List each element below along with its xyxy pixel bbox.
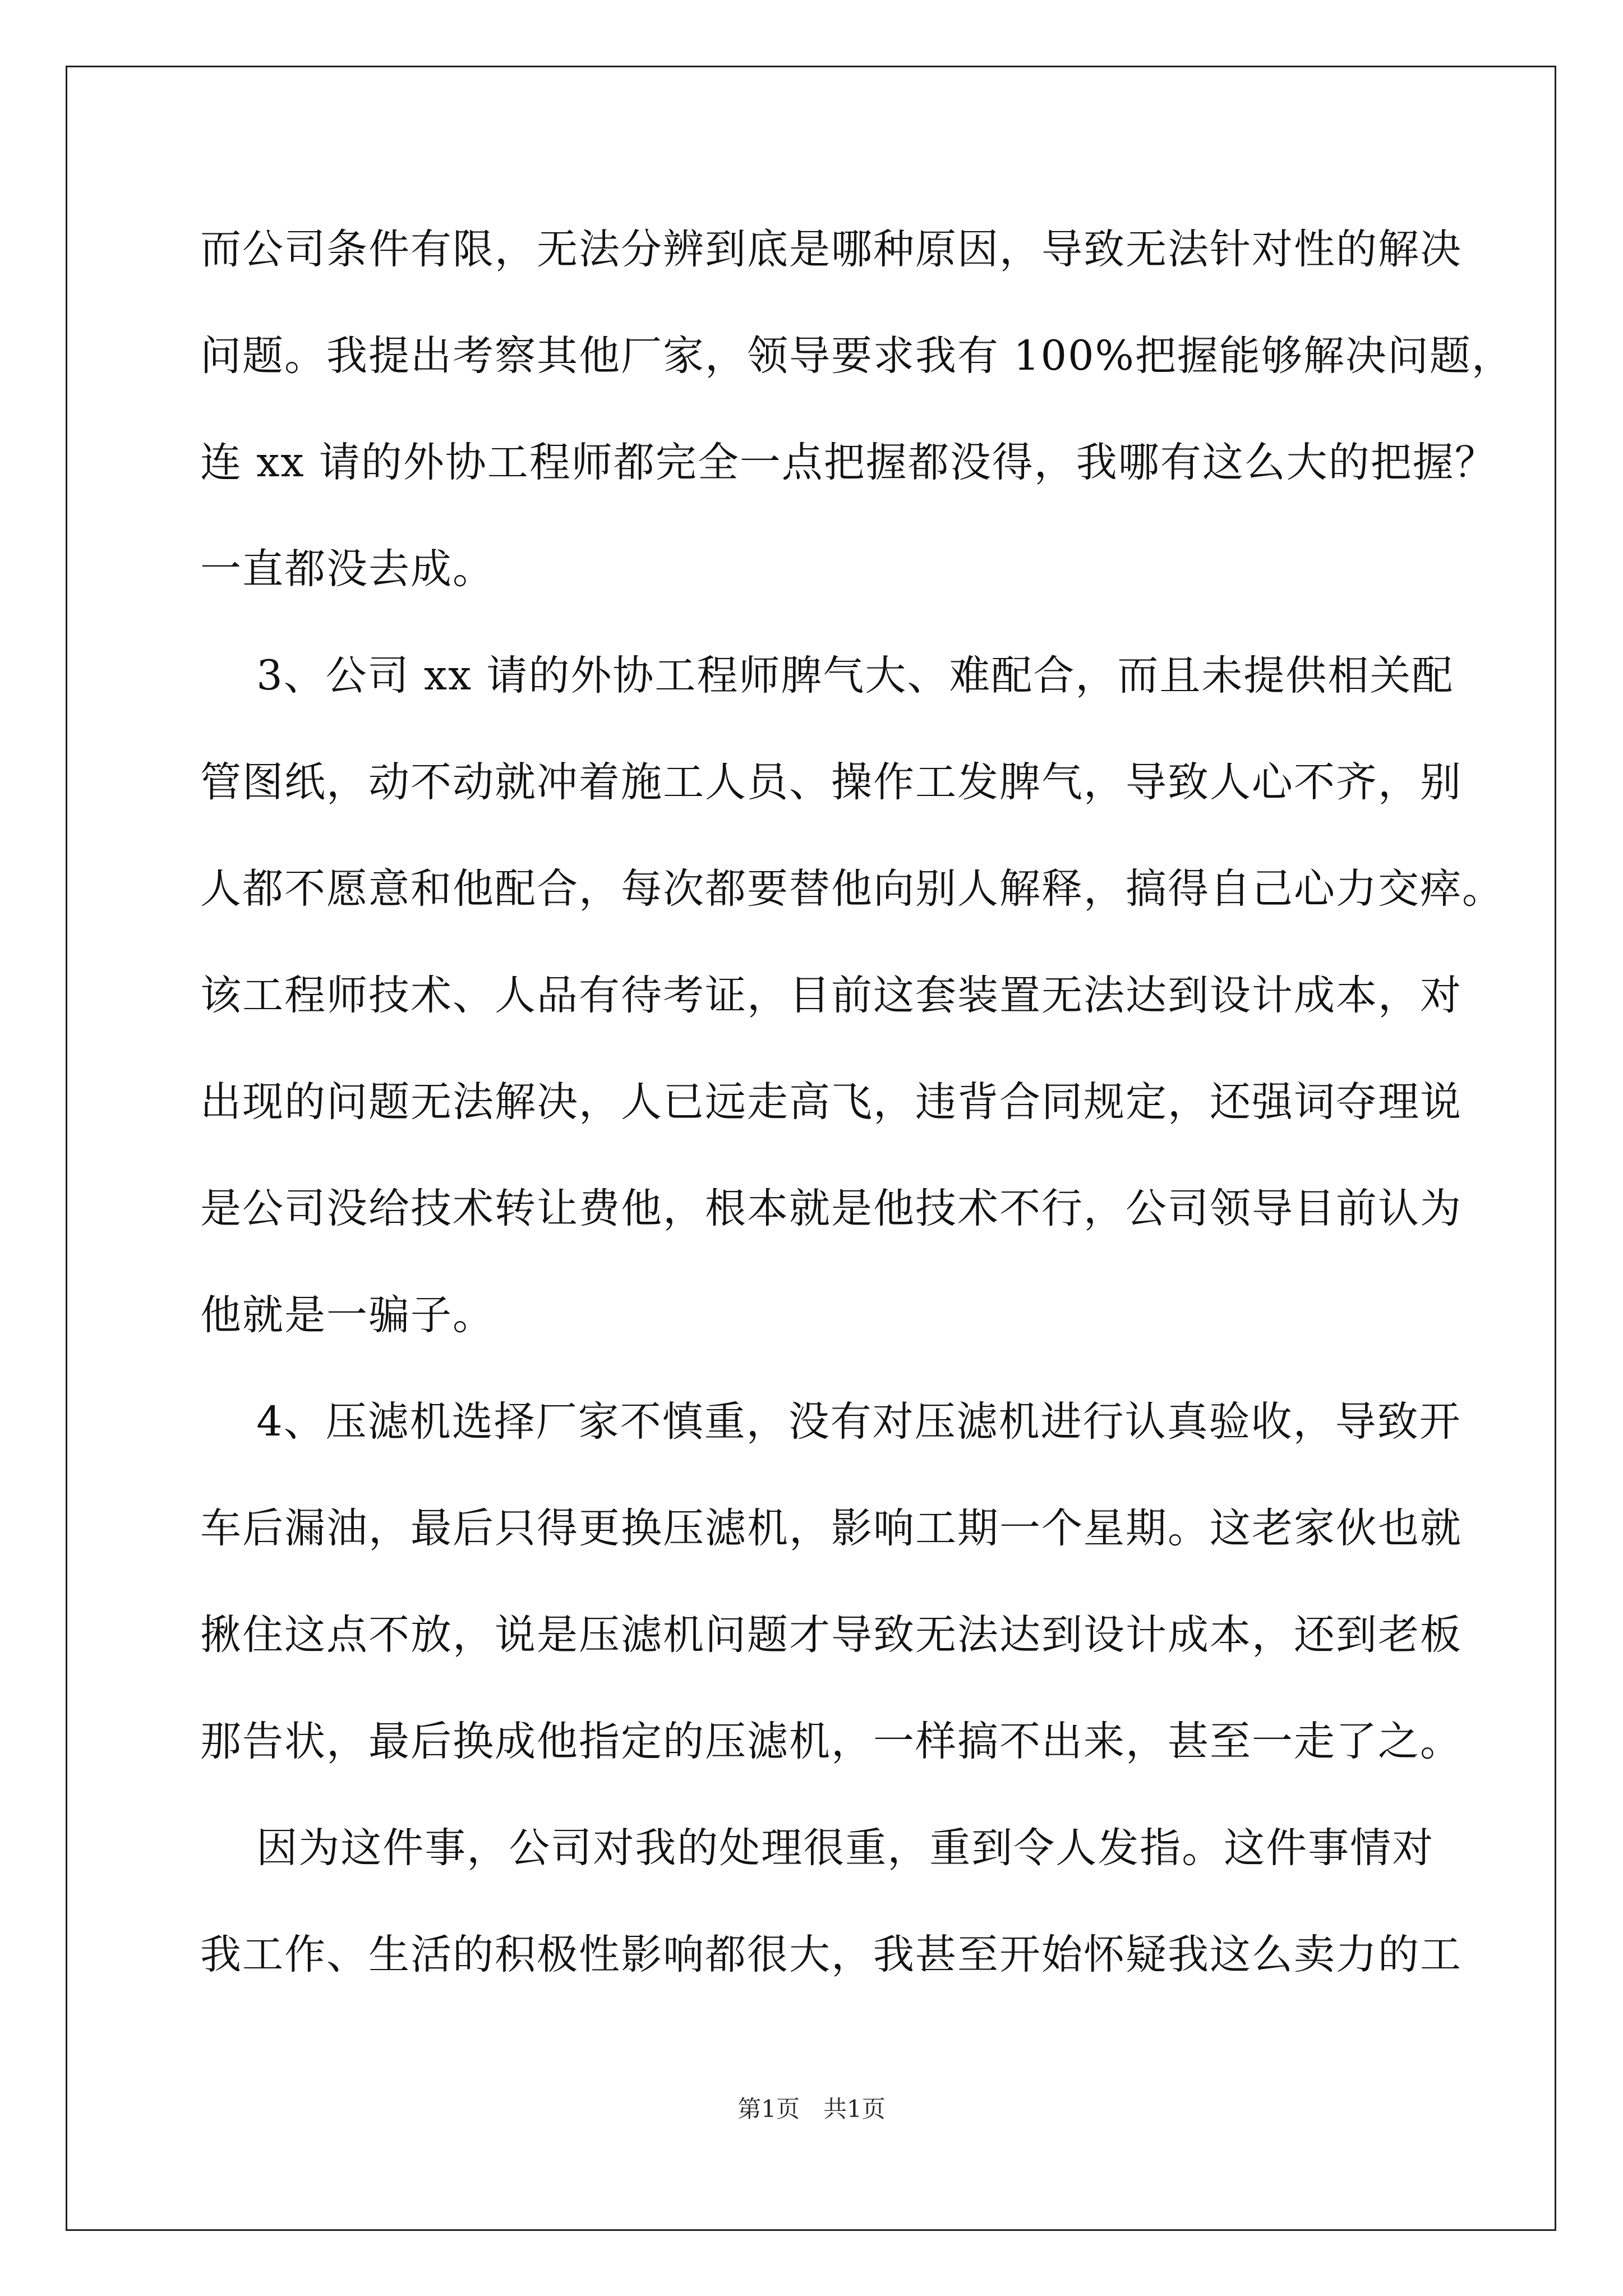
text-line: 该工程师技术、人品有待考证，目前这套装置无法达到设计成本，对 [200, 972, 1462, 1019]
text-line: 人都不愿意和他配合，每次都要替他向别人解释，搞得自己心力交瘁。 [200, 865, 1504, 913]
text-line: 3、公司 xx 请的外协工程师脾气大、难配合，而且未提供相关配 [200, 652, 1454, 700]
text-line: 连 xx 请的外协工程师都完全一点把握都没得，我哪有这么大的把握？ [200, 439, 1497, 486]
text-line: 他就是一骗子。 [200, 1291, 495, 1339]
text-line: 我工作、生活的积极性影响都很大，我甚至开始怀疑我这么卖力的工 [200, 1931, 1462, 1978]
page-footer: 第1页 共1页 [737, 2095, 886, 2123]
text-line: 管图纸，动不动就冲着施工人员、操作工发脾气，导致人心不齐，别 [200, 758, 1462, 806]
text-line: 出现的问题无法解决，人已远走高飞，违背合同规定，还强词夺理说 [200, 1078, 1462, 1126]
text-line: 一直都没去成。 [200, 545, 495, 593]
text-line: 揪住这点不放，说是压滤机问题才导致无法达到设计成本，还到老板 [200, 1611, 1462, 1659]
text-line: 是公司没给技术转让费他，根本就是他技术不行，公司领导目前认为 [200, 1185, 1462, 1232]
page-border [66, 66, 1556, 2231]
text-line: 那告状，最后换成他指定的压滤机，一样搞不出来，甚至一走了之。 [200, 1718, 1462, 1765]
text-line: 4、压滤机选择厂家不慎重，没有对压滤机进行认真验收，导致开 [200, 1398, 1461, 1446]
text-line: 车后漏油，最后只得更换压滤机，影响工期一个星期。这老家伙也就 [200, 1504, 1462, 1552]
text-line: 问题。我提出考察其他厂家，领导要求我有 100%把握能够解决问题， [200, 332, 1514, 380]
text-line: 而公司条件有限，无法分辨到底是哪种原因，导致无法针对性的解决 [200, 226, 1462, 273]
text-line: 因为这件事，公司对我的处理很重，重到令人发指。这件事情对 [200, 1824, 1435, 1872]
